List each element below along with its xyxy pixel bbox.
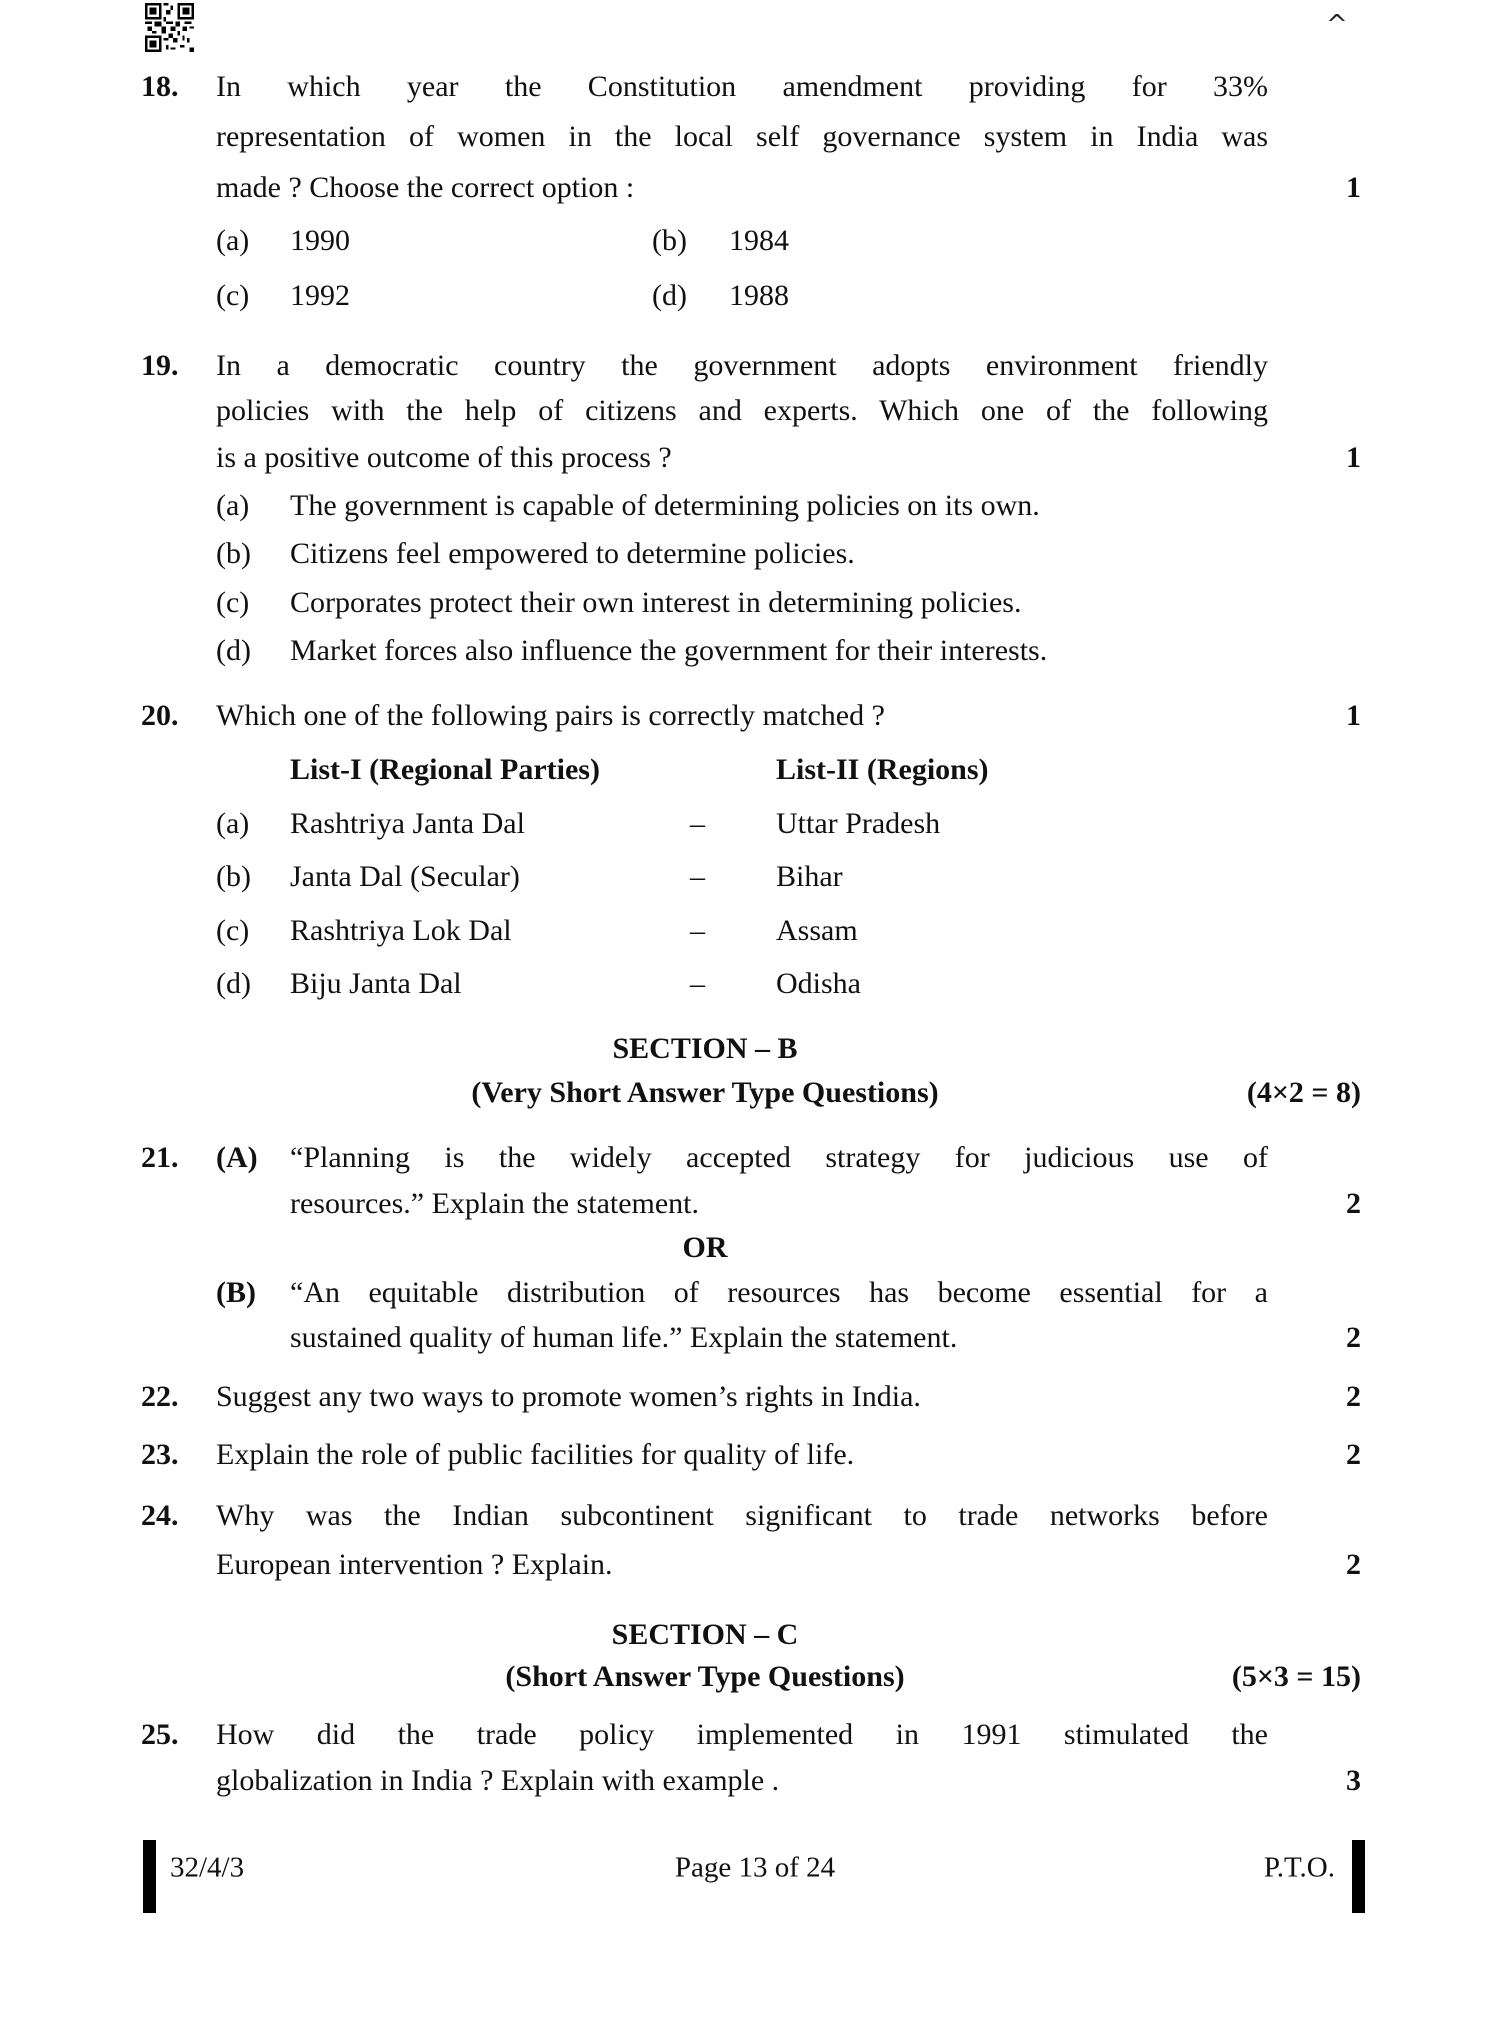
question-text-line: Suggest any two ways to promote women’s rights in India. [216, 1380, 921, 1413]
list-2-header: List-II (Regions) [776, 753, 989, 786]
question-marks: 2 [1346, 1380, 1361, 1413]
option-label: (c) [216, 586, 250, 619]
page-number: Page 13 of 24 [674, 1851, 836, 1884]
party-name: Biju Janta Dal [290, 967, 462, 1000]
question-text-line: made ? Choose the correct option : [216, 171, 635, 204]
option-text: Market forces also influence the government for their interests. [290, 634, 1048, 667]
or-divider: OR [682, 1231, 728, 1264]
question-text-line: How did the trade policy implemented in 1991 stimulated the [216, 1718, 1268, 1751]
pair-dash: – [690, 967, 705, 1000]
part-b-label: (B) [216, 1276, 256, 1309]
question-text-line: In a democratic country the government adopts environment friendly [216, 349, 1268, 382]
party-name: Janta Dal (Secular) [290, 860, 520, 893]
question-number: 21. [141, 1141, 179, 1174]
question-number: 24. [141, 1499, 179, 1532]
question-text-line: European intervention ? Explain. [216, 1548, 613, 1581]
section-c-title: SECTION – C [611, 1618, 799, 1651]
scroll-up-icon[interactable]: ^ [1326, 10, 1348, 40]
question-marks: 2 [1346, 1187, 1361, 1220]
region-name: Odisha [776, 967, 861, 1000]
region-name: Uttar Pradesh [776, 807, 941, 840]
region-name: Bihar [776, 860, 843, 893]
region-name: Assam [776, 914, 858, 947]
option-text: 1988 [729, 279, 789, 312]
section-b-title: SECTION – B [612, 1032, 798, 1065]
part-a-label: (A) [216, 1141, 258, 1174]
option-label: (b) [216, 537, 251, 570]
question-text-line: “Planning is the widely accepted strategy for judicious use of [290, 1141, 1268, 1174]
question-marks: 1 [1346, 441, 1361, 474]
option-label: (d) [216, 634, 251, 667]
option-label: (d) [652, 279, 687, 312]
option-text: The government is capable of determining policies on its own. [290, 489, 1040, 522]
question-marks: 1 [1346, 171, 1361, 204]
option-label: (a) [216, 489, 250, 522]
question-number: 23. [141, 1438, 179, 1471]
question-text-line: Which one of the following pairs is correctly matched ? [216, 699, 885, 732]
option-label: (b) [216, 860, 251, 893]
option-label: (a) [216, 224, 250, 257]
section-c-subtitle: (Short Answer Type Questions) [505, 1660, 905, 1693]
option-label: (a) [216, 807, 250, 840]
list-1-header: List-I (Regional Parties) [290, 753, 600, 786]
section-c-marks: (5×3 = 15) [1231, 1660, 1361, 1693]
question-text-line: representation of women in the local self governance system in India was [216, 120, 1268, 153]
option-text: Citizens feel empowered to determine policies. [290, 537, 855, 570]
pair-dash: – [690, 914, 705, 947]
option-label: (c) [216, 279, 250, 312]
question-marks: 2 [1346, 1548, 1361, 1581]
question-number: 20. [141, 699, 179, 732]
question-number: 18. [141, 70, 179, 103]
section-b-subtitle: (Very Short Answer Type Questions) [471, 1076, 939, 1109]
footer-right-bar [1352, 1840, 1365, 1913]
question-text-line: is a positive outcome of this process ? [216, 441, 672, 474]
section-b-marks: (4×2 = 8) [1246, 1076, 1361, 1109]
question-marks: 1 [1346, 699, 1361, 732]
question-marks: 3 [1346, 1764, 1361, 1797]
option-label: (d) [216, 967, 251, 1000]
question-text-line: resources.” Explain the statement. [290, 1187, 700, 1220]
pair-dash: – [690, 860, 705, 893]
option-label: (b) [652, 224, 687, 257]
option-text: Corporates protect their own interest in determining policies. [290, 586, 1022, 619]
question-number: 22. [141, 1380, 179, 1413]
question-text-line: In which year the Constitution amendment providing for 33% [216, 70, 1268, 103]
party-name: Rashtriya Lok Dal [290, 914, 512, 947]
paper-code: 32/4/3 [170, 1851, 245, 1884]
question-text-line: Explain the role of public facilities for quality of life. [216, 1438, 855, 1471]
qr-code-icon [144, 3, 195, 52]
question-number: 25. [141, 1718, 179, 1751]
question-text-line: “An equitable distribution of resources has become essential for a [290, 1276, 1268, 1309]
question-marks: 2 [1346, 1321, 1361, 1354]
pto-label: P.T.O. [1263, 1851, 1335, 1884]
question-text-line: sustained quality of human life.” Explain the statement. [290, 1321, 958, 1354]
question-text-line: policies with the help of citizens and experts. Which one of the following [216, 394, 1268, 427]
option-text: 1984 [729, 224, 789, 257]
question-text-line: Why was the Indian subcontinent significant to trade networks before [216, 1499, 1268, 1532]
question-text-line: globalization in India ? Explain with example . [216, 1764, 780, 1797]
question-marks: 2 [1346, 1438, 1361, 1471]
question-number: 19. [141, 349, 179, 382]
option-text: 1992 [290, 279, 350, 312]
pair-dash: – [690, 807, 705, 840]
party-name: Rashtriya Janta Dal [290, 807, 525, 840]
option-text: 1990 [290, 224, 350, 257]
option-label: (c) [216, 914, 250, 947]
